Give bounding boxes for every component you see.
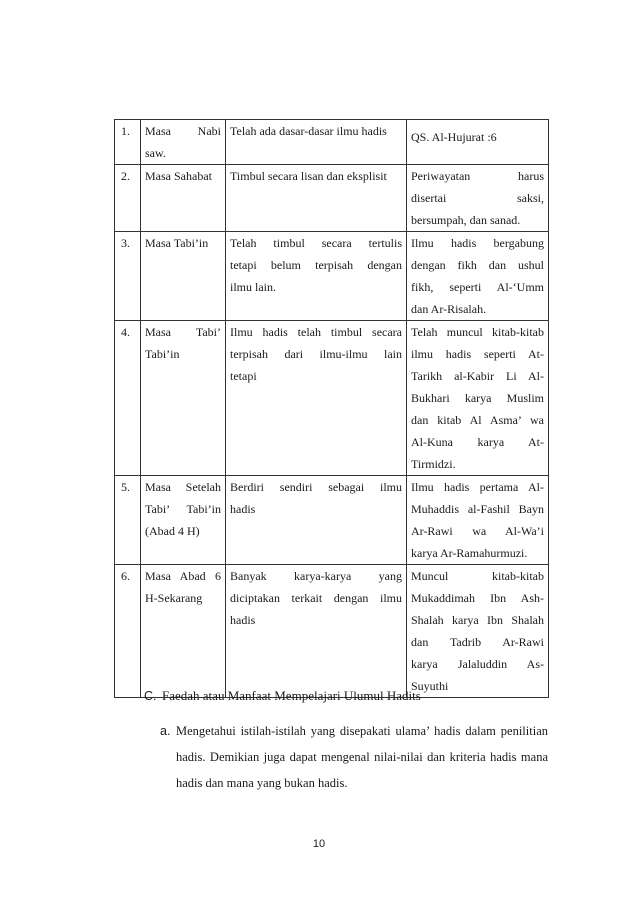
cell-cat xyxy=(407,165,549,232)
cell-line: dengan fikh dan ushul xyxy=(411,258,544,272)
list-item-text: Mengetahui istilah-istilah yang disepakati ulama’ hadis dalam penilitian hadis. Demikian juga dapat mengenal nilai-nilai dan kriteria hadis mana hadis dan mana yang bukan hadis. xyxy=(176,724,548,790)
cell-line: dan kitab Al Asma’ wa xyxy=(411,413,544,427)
cell-line: karya Ar-Ramahurmuzi. xyxy=(411,546,528,560)
row-number: 3. xyxy=(115,232,141,321)
cell-line: Masa Abad 6 xyxy=(145,569,221,583)
cell-cat xyxy=(407,120,549,165)
table-body xyxy=(115,120,549,698)
page-number: 10 xyxy=(312,838,326,850)
section-title: Faedah atau Manfaat Mempelajari Ulumul Hadits xyxy=(162,688,421,703)
cell-line: karya Jalaluddin As- xyxy=(411,657,544,671)
cell-line: bersumpah, dan sanad. xyxy=(411,213,521,227)
cell-cat xyxy=(407,321,549,476)
table-row xyxy=(115,232,549,321)
section-letter: C. xyxy=(144,689,157,703)
table-row xyxy=(115,565,549,698)
cell-line: Mukaddimah Ibn Ash- xyxy=(411,591,544,605)
cell-line: Telah timbul secara tertulis xyxy=(230,236,402,250)
row-number: 1. xyxy=(115,120,141,165)
cell-line: disertai saksi, xyxy=(411,191,544,205)
cell-masa xyxy=(141,232,226,321)
cell-line: Masa Setelah xyxy=(145,480,221,494)
cell-line: Ilmu hadis bergabung xyxy=(411,236,544,250)
cell-line: terpisah dari ilmu-ilmu lain xyxy=(230,347,402,361)
cell-line: Periwayatan harus xyxy=(411,169,544,183)
cell-line: Tirmidzi. xyxy=(411,457,456,471)
cell-ket xyxy=(226,565,407,698)
cell-line: Tarikh al-Kabir Li Al- xyxy=(411,369,544,383)
cell-line: Ar-Rawi wa Al-Wa’i xyxy=(411,524,544,538)
cell-line: Shalah karya Ibn Shalah xyxy=(411,613,544,627)
table-row xyxy=(115,165,549,232)
cell-line: Tabi’ Tabi’in xyxy=(145,502,221,516)
cell-masa xyxy=(141,321,226,476)
cell-line: tetapi xyxy=(230,369,257,383)
cell-line: diciptakan terkait dengan ilmu xyxy=(230,591,402,605)
cell-line: fikh, seperti Al-‘Umm xyxy=(411,280,544,294)
cell-line: Masa Tabi’ xyxy=(145,325,221,339)
cell-line: Muncul kitab-kitab xyxy=(411,569,544,583)
cell-line: hadis xyxy=(230,613,256,627)
cell-cat xyxy=(407,232,549,321)
cell-line: H-Sekarang xyxy=(145,591,203,605)
cell-cat xyxy=(407,476,549,565)
hadis-history-table xyxy=(114,119,549,698)
cell-masa xyxy=(141,165,226,232)
cell-line: ilmu lain. xyxy=(230,280,276,294)
table-row xyxy=(115,476,549,565)
cell-ket xyxy=(226,321,407,476)
cell-line: Masa Sahabat xyxy=(145,169,212,183)
section-heading xyxy=(144,688,421,704)
cell-line: Masa Nabi xyxy=(145,124,221,138)
cell-line: Al-Kuna karya At- xyxy=(411,435,544,449)
list-item-letter: a. xyxy=(160,724,171,738)
table-row xyxy=(115,321,549,476)
cell-line: dan Ar-Risalah. xyxy=(411,302,487,316)
cell-line: Muhaddis al-Fashil Bayn xyxy=(411,502,544,516)
cell-line: (Abad 4 H) xyxy=(145,524,200,538)
cell-masa xyxy=(141,476,226,565)
cell-line: Timbul secara lisan dan eksplisit xyxy=(230,169,387,183)
row-number: 4. xyxy=(115,321,141,476)
cell-line: Telah muncul kitab-kitab xyxy=(411,325,544,339)
cell-cat xyxy=(407,565,549,698)
cell-line: dan Tadrib Ar-Rawi xyxy=(411,635,544,649)
cell-line: hadis xyxy=(230,502,256,516)
cell-line: QS. Al-Hujurat :6 xyxy=(411,130,497,144)
row-number: 5. xyxy=(115,476,141,565)
cell-ket xyxy=(226,476,407,565)
cell-line: ilmu hadis seperti At- xyxy=(411,347,544,361)
table-row xyxy=(115,120,549,165)
cell-ket xyxy=(226,232,407,321)
cell-line: Banyak karya-karya yang xyxy=(230,569,402,583)
row-number: 6. xyxy=(115,565,141,698)
cell-line: Ilmu hadis telah timbul secara xyxy=(230,325,402,339)
list-item xyxy=(160,718,548,796)
cell-line: Ilmu hadis pertama Al- xyxy=(411,480,544,494)
cell-line: Berdiri sendiri sebagai ilmu xyxy=(230,480,402,494)
cell-line: Telah ada dasar-dasar ilmu hadis xyxy=(230,124,387,138)
cell-line: Tabi’in xyxy=(145,347,180,361)
cell-line: Masa Tabi’in xyxy=(145,236,209,250)
cell-masa xyxy=(141,565,226,698)
cell-ket xyxy=(226,165,407,232)
cell-line: tetapi belum terpisah dengan xyxy=(230,258,402,272)
cell-line: Bukhari karya Muslim xyxy=(411,391,544,405)
cell-line: saw. xyxy=(145,146,166,160)
cell-masa xyxy=(141,120,226,165)
cell-line: Suyuthi xyxy=(411,679,449,693)
cell-ket xyxy=(226,120,407,165)
row-number: 2. xyxy=(115,165,141,232)
